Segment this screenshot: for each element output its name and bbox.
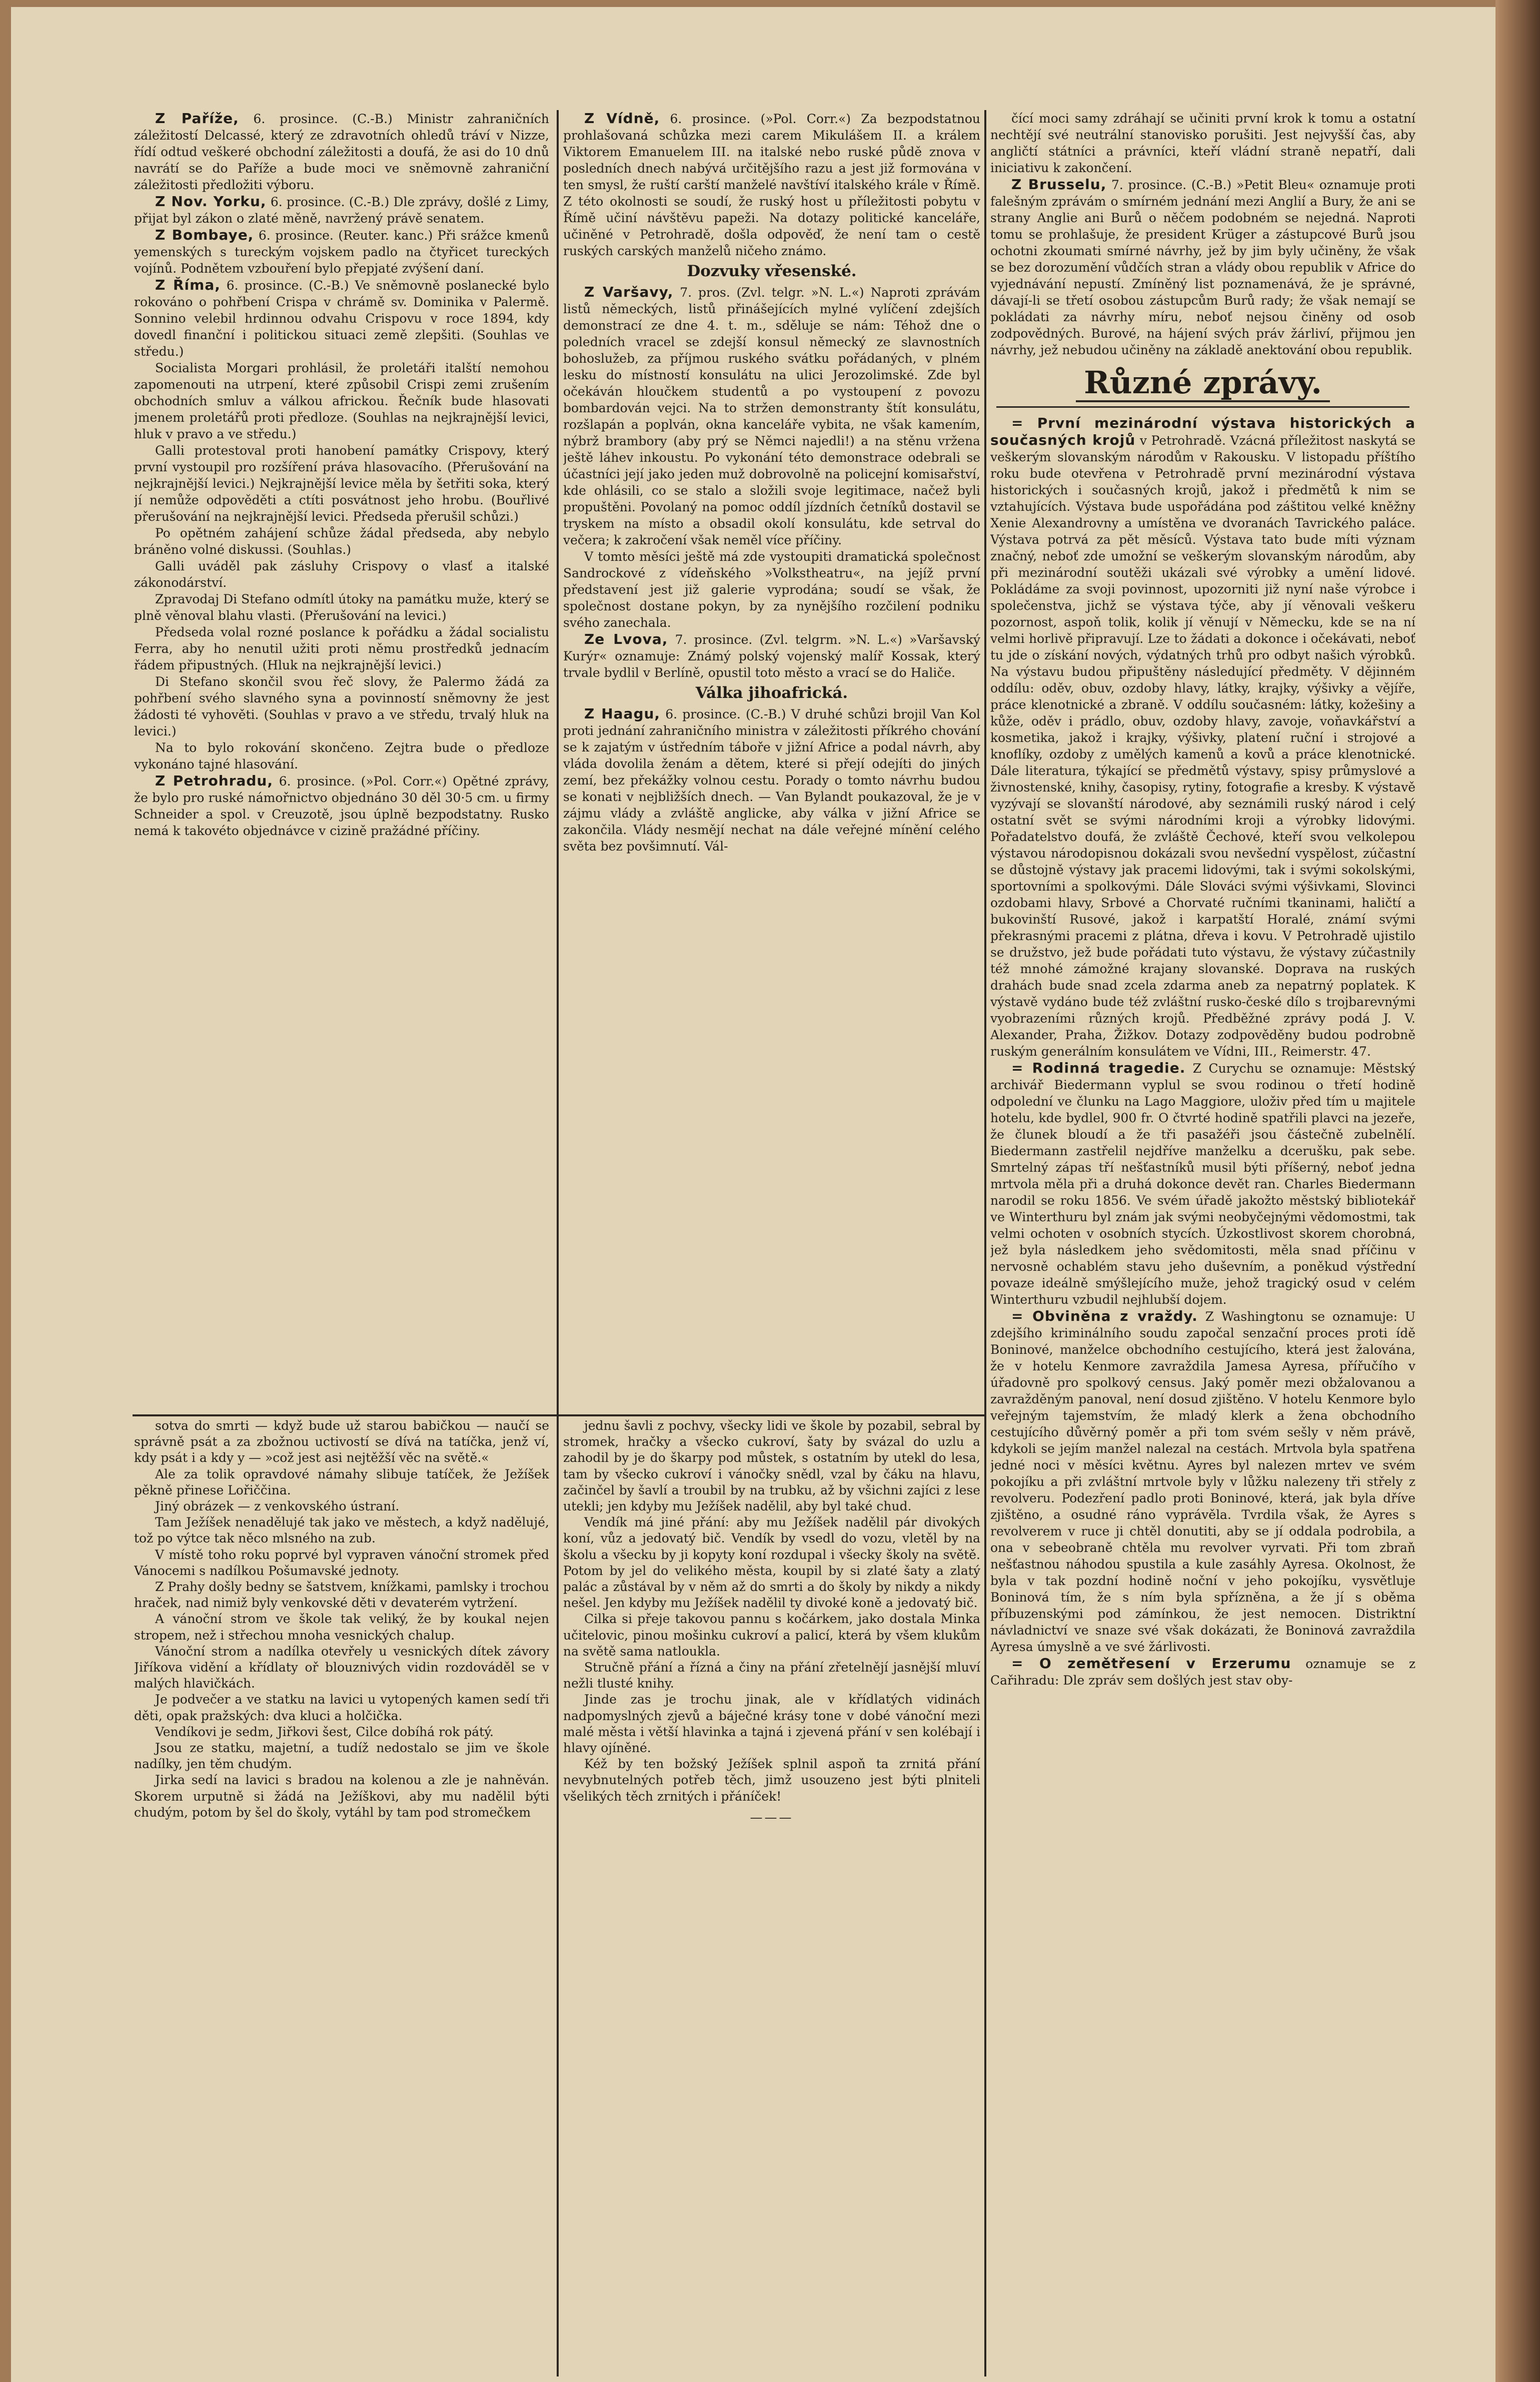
feuilleton-paragraph: V místě toho roku poprvé byl vypraven vánoční stromek před Vánocemi s nadílkou Pošumavské jednoty. xyxy=(134,1547,549,1578)
feuilleton-paragraph: Vendík má jiné přání: aby mu Ježíšek nadělil pár divokých koní, vůz a jedovatý bič. Vendík by vsedl do vozu, vletěl by na školu a všecku by ji kopyty koní rozdupal i všecky školy na světě. Potom by jel do velikého města, koupil by si zlaté šaty a zlatý palác a zůstával by v něm až do smrti a do školy by nikdy a nikdy nešel. Jen kdyby mu Ježíšek nadělil ty divoké koně a jedovatý bič. xyxy=(563,1515,980,1611)
news-item xyxy=(990,1308,1415,1655)
column-divider xyxy=(557,110,559,2376)
dateline: = Obviněna z vraždy. xyxy=(1011,1308,1198,1324)
feuilleton-paragraph: Jsou ze statku, majetní, a tudíž nedostalo se jim ve škole nadílky, jen těm chudým. xyxy=(134,1741,549,1772)
news-column-3 xyxy=(990,110,1415,2379)
dateline: Z Brusselu, xyxy=(1011,176,1107,193)
news-item xyxy=(134,227,549,277)
news-item xyxy=(563,110,980,259)
section-title-block xyxy=(990,365,1415,408)
news-text: 6. prosince. (Reuter. kanc.) Při srážce kmenů yemenských s tureckým vojskem padlo na čtyřicet tureckých vojínů. Podnětem vzbouření bylo přepjaté zvýšení daní. xyxy=(134,228,549,276)
section-title-rule xyxy=(996,406,1409,408)
news-item xyxy=(990,415,1415,1060)
news-text: v Petrohradě. Vzácná příležitost naskytá se veškerým slovanským národům v Rakousku. V listopadu příštího roku bude otevřena v Petrohradě první mezinárodní výstava historických i současných krojů, jakož i předmětů k nim se vztahujících. Výstava bude uspořádána pod záštitou velké kněžny Xenie Alexandrovny a umístěna ve dvoranách Tavrického paláce. Výstava potrvá za pět měsíců. Výstava tato bude míti význam značný, neboť zde umožní se veškerým slovanským národům, aby při mezinárodní soutěži ukázali své výrobky a umění lidové. Pokládáme za svoji povinnost, upozorniti již nyní naše výrobce i společenstva, jichž se výstava týče, aby jí věnovali veškeru pozornost, aspoň tolik, kolik jí věnují v Německu, kde se na ní velmi horlivě připravují. Lze to žádati a dokonce i očekávati, neboť tu jde o získání nových, výdatných trhů pro odbyt našich výrobků. Na výstavu budou připuštěny následující předměty. V dějinném oddílu: oděv, obuv, ozdoby hlavy, látky, krajky, výšivky a vějíře, práce klenotnické a zbraně. V oddílu současném: látky, kožešiny a kůže, oděv i prádlo, obuv, ozdoby hlavy, zavoje, voňavkářství a kosmetika, jakož i krajky, výšivky, platení ruční i strojové a knoflíky, ozdoby z umělých kamenů a kovů a práce klenotnické. Dále literatura, týkající se předmětů výstavy, spisy průmyslové a živnostenské, knihy, časopisy, rytiny, fotografie a kresby. K výstavě vyzývají se slovanští národové, aby seznámili ruský národ i celý ostatní svět se svými národními kroji a výrobky lidovými. Pořadatelstvo doufá, že zvláště Čechové, kteří svou velkolepou výstavou národopisnou dokázali svou nevšední vyspělost, zúčastní se důstojně výstavy jak pracemi lidovými, tak i svými sokolskými, sportovními a spolkovými. Dále Slováci svými výšivkami, Slovinci ozdobami hlavy, Srbové a Chorvaté ručními tkaninami, haličtí a bukovinští Rusové, jakož i karpatští Horalé, známí svými překrasnými pracemi z plátna, dřeva i kovu. V Petrohradě ujistilo se družstvo, jež bude pořádati tuto výstavu, že výstavy zúčastnily též mnohé zámožné krajany slovanské. Doprava na ruských drahách bude snad zcela zdarma aneb za nepatrný poplatek. K výstavě vydáno bude též zvláštní rusko-české dílo s trojbarevnými vyobrazeními různých krojů. Předběžné zprávy podá J. V. Alexander, Praha, Žižkov. Dotazy zodpověděny budou podrobně ruským generálním konsulátem ve Vídni, III., Reimerstr. 47. xyxy=(990,433,1415,1059)
binding-edge xyxy=(1495,0,1540,2382)
news-item xyxy=(134,193,549,227)
section-divider xyxy=(133,1414,984,1416)
news-text: 6. prosince. (»Pol. Corr.«) Za bezpodstatnou prohlašovaná schůzka mezi carem Mikulášem II. a králem Viktorem Emanuelem III. na italské nebo ruské půdě znova v posledních dnech nabývá určitějšího razu a jest již formována v ten smysl, že ruští carští manželé navštíví italského krále v Římě. Z této okolnosti se soudí, že ruský host u příležitosti pobytu v Římě učiní návštěvu papeži. Na dotazy politické kanceláře, učiněné v Petrohradě, došla odpověď, že není tam o cestě ruských carských manželů ničeho známo. xyxy=(563,112,980,258)
feuilleton-paragraph: Tam Ježíšek nenadělujé tak jako ve městech, a když nadělujé, tož po výtce tak něco mlsného na zub. xyxy=(134,1515,549,1546)
news-text: 7. prosince. (Zvl. telgrm. »N. L.«) »Varšavský Kurýr« oznamuje: Známý polský vojenský malíř Kossak, který trvale bydlil v Berlíně, opustil toto město a vrací se do Haliče. xyxy=(563,632,980,680)
feuilleton-paragraph: A vánoční strom ve škole tak veliký, že by koukal nejen stropem, než i střechou mnoha vesnických chalup. xyxy=(134,1612,549,1643)
news-item xyxy=(563,284,980,548)
feuilleton-paragraph: Vendíkovi je sedm, Jiřkovi šest, Cilce dobíhá rok pátý. xyxy=(155,1724,494,1739)
dateline: Z Nov. Yorku, xyxy=(155,193,267,210)
news-text: V tomto měsíci ještě má zde vystoupiti dramatická společnost Sandrockové z vídeňského »Volkstheatru«, na jejíž první představení jest již galerie vyprodána; soudí se však, že společnost dostane pokyn, by za nynějšího rozčilení podniku svého zanechala. xyxy=(563,549,980,630)
news-item xyxy=(134,442,549,525)
feuilleton-paragraph: sotva do smrti — když bude už starou babičkou — naučí se správně psát a za zbožnou uctivostí se dívá na tatíčka, jenž ví, kdy psát i a kdy y — »což jest asi nejtěžší věc na světě.« xyxy=(134,1418,549,1465)
news-item xyxy=(990,176,1415,358)
feuilleton-column-1 xyxy=(134,1418,549,2378)
column-divider xyxy=(984,110,986,2376)
news-text: Galli uváděl pak zásluhy Crispovy o vlasť a italské zákonodárství. xyxy=(134,559,549,590)
news-item xyxy=(134,624,549,673)
news-item xyxy=(563,548,980,631)
feuilleton-paragraph: Ale za tolik opravdové námahy slibuje tatíček, že Ježíšek pěkně přinese Lořiččina. xyxy=(134,1466,549,1497)
dateline: Z Haagu, xyxy=(584,705,661,722)
feuilleton-paragraph: Kéž by ten božský Ježíšek splnil aspoň ta zrnitá přání nevybnutelných potřeb těch, jimž usouzeno jest býti plniteli všelikých těch zrnitých i přáníček! xyxy=(563,1757,980,1804)
news-item xyxy=(134,360,549,442)
news-item xyxy=(563,631,980,681)
article-section-heading: Dozvuky vřesenské. xyxy=(687,262,857,280)
news-item xyxy=(134,525,549,558)
feuilleton-paragraph: Jirka sedí na lavici s bradou na kolenou a zle je nahněván. Skorem urputně si žádá na Ježíškovi, aby mu nadělil býti chudým, potom by šel do školy, vytáhl by tam pod stromečkem xyxy=(134,1773,549,1820)
feuilleton-column-2 xyxy=(563,1418,980,2378)
dateline: = O zemětřesení v Erzerumu xyxy=(1011,1655,1291,1672)
news-text: 7. prosince. (C.-B.) »Petit Bleu« oznamuje proti falešným zprávám o smírném jednání mezi Anglií a Bury, že ani se strany Anglie ani Burů o něčem podobném se nejedná. Naproti tomu se prohlašuje, že president Krüger a zástupcové Burů jsou ochotni zkoumati smírné návrhy, jež by jim byly učiněny, že však se bez dorozumění vůdčích stran a vlády obou republik v Africe do vyjednávání nepustí. Zmíněný list poznamenává, že je správné, dávají-li se třetí osobou zástupcům Burů rady; že však nemají se pokládati za návrhy míru, neboť nejsou činěny od osob zodpovědných. Burové, na hájení svých práv žárliví, přijmou jen návrhy, jež nebudou učiněny na základě anektování obou republik. xyxy=(990,178,1415,357)
news-column-2 xyxy=(563,110,980,1411)
dateline: Z Vídně, xyxy=(584,110,660,127)
feuilleton-paragraph: Stručně přání a řízná a činy na přání zřetelnějí jasnější mluví nežli tlusté knihy. xyxy=(563,1660,980,1691)
news-item xyxy=(990,110,1415,176)
feuilleton-paragraph: Z Prahy došly bedny se šatstvem, knížkami, pamlsky i trochou hraček, nad nimiž byly venkovské děti v devaterém vytržení. xyxy=(134,1579,549,1611)
news-column-1 xyxy=(134,110,549,1411)
news-text: Po opětném zahájení schůze žádal předseda, aby nebylo bráněno volné diskussi. (Souhlas.) xyxy=(134,526,549,557)
feuilleton-paragraph: Jinde zas je trochu jinak, ale v křídlatých vidinách nadpomyslných zjevů a báječné krásy tone v dobé vánoční mezi malé města i větší hlavinka a tajná i zjevená přání v sen kolébají i hlavy ojíněné. xyxy=(563,1692,980,1756)
newspaper-page xyxy=(11,7,1495,2382)
end-ornament: ——— xyxy=(750,1810,794,1825)
dateline: Z Petrohradu, xyxy=(155,772,273,789)
news-text: Galli protestoval proti hanobení památky Crispovy, který první vystoupil pro rozšíření práva hlasovacího. (Přerušování na nejkrajnější levici.) Nejkrajnější levice měla by šetřiti soka, který jí nemůže odpověděti a ctíti posvátnost jeho hrobu. (Bouřlivé přerušování na nejkrajnější levici. Předseda přerušil schůzi.) xyxy=(134,443,549,524)
feuilleton-paragraph: Vánoční strom a nadílka otevřely u vesnických dítek závory Jiříkova vidění a křídlaty oř blouznivých vidin rozdováděl se v malých hlavičkách. xyxy=(134,1644,549,1691)
article-section-heading: Válka jihoafrická. xyxy=(695,684,848,702)
dateline: Z Říma, xyxy=(155,277,221,293)
news-text: Zpravodaj Di Stefano odmítl útoky na památku muže, který se plně věnoval blahu vlasti. (Přerušování na levici.) xyxy=(134,592,549,623)
news-item xyxy=(563,705,980,855)
news-item xyxy=(134,277,549,360)
feuilleton-paragraph: Jiný obrázek — z venkovského ústraní. xyxy=(155,1499,400,1514)
news-item xyxy=(134,558,549,591)
dateline: = První mezinárodní výstava historických a současných krojů xyxy=(990,415,1415,448)
news-text: Z Curychu se oznamuje: Městský archivář Biedermann vyplul se svou rodinou o třetí hodině odpolední ve člunku na Lago Maggiore, uloživ před tím u majitele hotelu, kde bydlel, 900 fr. O čtvrté hodině spatřili plavci na jezeře, že člunek bloudí a že tři pasažéři jsou částečně zubelnělí. Biedermann zastřelil nejdříve manželku a dcerušku, pak sebe. Smrtelný zápas tří nešťastníků musil býti příšerný, neboť jedna mrtvola měla při a druhá dokonce devět ran. Charles Biedermann narodil se roku 1856. Ve svém úřadě jakožto městský bibliotekář ve Winterthuru byl znám jak svými neobyčejnými vědomostmi, tak velmi ochoten v osobních stycích. Úzkostlivost skorem chorobná, jež byla následkem jeho svědomitosti, měla snad příčinu v nervosně ochablém stavu jeho duševním, a poněkud výstřední povaze ideálně smýšlejícího muže, jehož tragický osud v celém Winterthuru vzbudil nejhlubší dojem. xyxy=(990,1061,1415,1307)
news-text: 6. prosince. (»Pol. Corr.«) Opětné zprávy, že bylo pro ruské námořnictvo objednáno 30 děl 30·5 cm. u firmy Schneider a spol. v Creuzotě, jsou úplně bezpodstatny. Rusko nemá k takovéto objednávce v cizině pražádné příčiny. xyxy=(134,774,549,838)
news-item xyxy=(990,1060,1415,1308)
dateline: Z Paříže, xyxy=(155,110,239,127)
news-text: Z Washingtonu se oznamuje: U zdejšího kriminálního soudu započal senzační proces proti ídě Boninové, manželce obchodního cestujícího, která jest žalována, že v hotelu Kenmore zavraždila Jamesa Ayresa, přířučího v úřadovně pro spolkový census. Jaký poměr mezi obžalovanou a zavražděným panoval, není dosud zjištěno. V hotelu Kenmore bylo veřejným tajemstvím, že mladý klerk a žena obchodního cestujícího důvěrný poměr a při tom svém sešly v něm právě, kdykoli se jejím manžel nalezal na cestách. Mrtvola byla spatřena jedné noci v měsíci květnu. Ayres byl nalezen mrtev ve svém pokojíku a při zvláštní mrtvole byly v lůžku nalezeny tři střely z revolveru. Podezření padlo proti Boninové, která, jak byla dříve zjištěno, a osudné ráno vyprávěla. Tvrdila však, že Ayres s revolverem v ruce ji chtěl donutiti, aby se jí oddala podrobila, a ona v sebeobraně chtěla mu revolver vyrvati. Při tom zbraň nešťastnou náhodou spustila a kule zasáhly Ayresa. Okolnost, že byla v tak pozdní hodině noční v jeho pokojíku, vysvětluje Boninová tím, že s ním byla spřízněna, a že jí s oběma příbuzenskými pod zámínkou, že jest nemocen. Distriktní návladnictví ve snaze své však dokázati, že Boninová zavraždila Ayresa úmyslně a ve své žárlivosti. xyxy=(990,1309,1415,1654)
news-text: 6. prosince. (C.-B.) Ve sněmovně poslanecké bylo rokováno o pohřbení Crispa v chrámě sv. Dominika v Palermě. Sonnino velebil hrdinnou odvahu Crispovu v roce 1894, kdy dovedl finanční i politickou situaci země zlepšiti. (Souhlas ve středu.) xyxy=(134,278,549,359)
news-text: čící moci samy zdráhají se učiniti první krok k tomu a ostatní nechtějí své neutrální stanovisko porušiti. Jest nejvyšší čas, aby angličtí státníci a právníci, kteří vládní straně nepatří, dali iniciativu k zakončení. xyxy=(990,111,1415,175)
news-item xyxy=(134,772,549,839)
news-text: oznamuje se z Cařihradu: Dle zpráv sem došlých jest stav oby- xyxy=(990,1657,1415,1688)
news-text: Předseda volal rozné poslance k pořádku a žádal socialistu Ferra, aby ho nenutil užiti proti němu prostředků jednacím řádem připustných. (Hluk na nejkrajnější levici.) xyxy=(134,625,549,672)
news-item xyxy=(134,591,549,624)
news-item xyxy=(134,110,549,193)
news-text: Na to bylo rokování skončeno. Zejtra bude o předloze vykonáno tajné hlasování. xyxy=(134,740,549,771)
feuilleton-paragraph: Je podvečer a ve statku na lavici u vytopených kamen sedí tři děti, opak pražských: dva kluci a holčička. xyxy=(134,1692,549,1723)
dateline: = Rodinná tragedie. xyxy=(1011,1060,1186,1076)
dateline: Z Bombaye, xyxy=(155,227,254,243)
news-text: Di Stefano skončil svou řeč slovy, že Palermo žádá za pohřbení svého slavného syna a povinností sněmovny že jest žádosti té vyhověti. (Souhlas v pravo a ve středu, trvalý hluk na levici.) xyxy=(134,674,549,738)
section-title: Různé zprávy. xyxy=(1076,365,1330,402)
dateline: Ze Lvova, xyxy=(584,631,668,647)
dateline: Z Varšavy, xyxy=(584,284,674,300)
feuilleton-paragraph: jednu šavli z pochvy, všecky lidi ve škole by pozabil, sebral by stromek, hračky a všecko cukroví, šaty by svázal do uzlu a zahodil by je do škarpy pod můstek, s ostatním by utekl do lesa, tam by všecko cukroví i vánočky snědl, vzal by čáku na hlavu, začinčel by šavlí a troubil by na trubku, až by všichni zajíci z lese utekli; jen kdyby mu Ježíšek nadělil, aby byl také chud. xyxy=(563,1418,980,1514)
news-text: 6. prosince. (C.-B.) Ministr zahraničních záležitostí Delcassé, který ze zdravotních ohledů tráví v Nizze, řídí odtud veškeré obchodní záležitosti a doufá, že asi do 10 dnů navrátí se do Paříže a bude moci ve sněmovně zahraniční záležitosti předložiti výboru. xyxy=(134,112,549,192)
news-item xyxy=(990,1655,1415,1689)
news-text: 6. prosince. (C.-B.) Dle zprávy, došlé z Limy, přijat byl zákon o zlaté měně, navržený právě senatem. xyxy=(134,195,549,226)
news-item xyxy=(134,673,549,739)
news-text: 7. pros. (Zvl. telgr. »N. L.«) Naproti zprávám listů německých, listů přinášejících mylné vylíčení zdejších demonstrací ze dne 4. t. m., sděluje se nám: Téhož dne o poledních vracel se zdejší konsul německý ze slavnostních bohoslužeb, za příjmou ruského svátku pořádaných, v plném lesku do místností konsulátu na ulici Jerozolimské. Zde byl očekáván hloučkem studentů a po vystoupení z povozu bombardován vejci. Na to stržen demonstranty štít konsulátu, rozšlapán a poplván, okna kanceláře vybita, ne však kamením, nýbrž brambory (aby prý se Němci najedli!) a na stěnu vržena ještě láhev inkoustu. Po vykonání této demonstrace odebrali se účastníci její jako jeden muž dobrovolně na policejní komisařství, kde ohlásili, co se stalo a složili svoje legitimace, načež byli propuštěni. Povolaný na pomoc oddíl jízdních četníků dostavil se tryskem na místo a obsadil okolí konsulátu, kde setrval do večera; k zakročení však neměl více příčiny. xyxy=(563,285,980,547)
news-item xyxy=(134,739,549,772)
feuilleton-paragraph: Cilka si přeje takovou pannu s kočárkem, jako dostala Minka učitelovic, pinou mošinku cukroví a palicí, která by všem klukům na světě sama natloukla. xyxy=(563,1612,980,1659)
news-text: Socialista Morgari prohlásil, že proletáři italští nemohou zapomenouti na utrpení, které způsobil Crispi zemi zrušením obchodních smluv a válkou africkou. Řečník bude hlasovati jmenem proletářů proti předloze. (Souhlas na nejkrajnější levici, hluk v pravo a ve středu.) xyxy=(134,361,549,441)
news-text: 6. prosince. (C.-B.) V druhé schůzi brojil Van Kol proti jednání zahraničního ministra v záležitosti příkrého chování se k zajatým v ústředním táboře v jižní Africe a podal návrh, aby vláda dovolila ženám a dětem, které si přejí odejíti do jiných zemí, bez překážky volnou cestu. Porady o tomto návrhu budou se konati v nejbližších dnech. — Van Bylandt poukazoval, že je v zájmu vlády a zvláště anglicke, aby válka v jižní Africe se zakončila. Vlády nesmějí nechat na dále veřejné mínění celého světa bez povšimnutí. Vál- xyxy=(563,707,980,854)
